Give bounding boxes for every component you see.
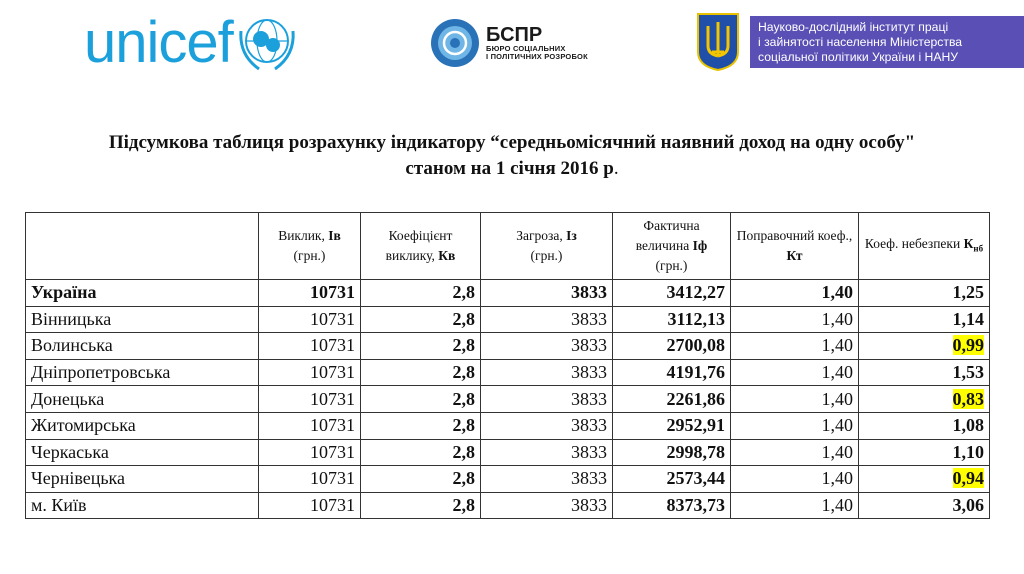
kt-cell-value: 1,40 <box>821 388 853 409</box>
iz-cell <box>481 359 613 386</box>
region-cell <box>26 439 259 466</box>
kt-cell-value: 1,40 <box>821 282 853 303</box>
if-cell-value: 8373,73 <box>666 495 725 516</box>
knb-cell-value: 1,14 <box>952 308 984 329</box>
kt-cell-value: 1,40 <box>821 362 853 383</box>
knb-cell-value: 1,53 <box>952 362 984 383</box>
kv-cell-value: 2,8 <box>452 441 475 462</box>
if-cell <box>613 306 731 333</box>
kt-cell <box>731 386 859 413</box>
header-iz <box>481 213 613 280</box>
region-cell <box>26 386 259 413</box>
kv-cell <box>361 333 481 360</box>
header-kv <box>361 213 481 280</box>
kt-cell-value: 1,40 <box>821 468 853 489</box>
iv-cell <box>259 359 361 386</box>
kv-cell <box>361 492 481 519</box>
iv-cell-value: 10731 <box>310 468 355 489</box>
iv-cell <box>259 492 361 519</box>
kv-cell-value: 2,8 <box>452 415 475 436</box>
iz-cell-value: 3833 <box>571 282 607 303</box>
if-cell <box>613 492 731 519</box>
kv-cell <box>361 280 481 307</box>
table-row <box>26 359 990 386</box>
table-header-row <box>26 213 990 280</box>
header-kv-symbol: Кв <box>438 248 456 263</box>
iv-cell <box>259 412 361 439</box>
bspr-subtitle-1: БЮРО СОЦІАЛЬНИХ <box>486 43 566 53</box>
if-cell <box>613 466 731 493</box>
knb-cell-value: 0,99 <box>952 335 984 356</box>
unicef-wordmark: unicef <box>84 10 233 75</box>
iz-cell-value: 3833 <box>571 468 607 489</box>
kv-cell-value: 2,8 <box>452 468 475 489</box>
kv-cell-value: 2,8 <box>452 495 475 516</box>
kt-cell-value: 1,40 <box>821 308 853 329</box>
kv-cell <box>361 386 481 413</box>
iv-cell-value: 10731 <box>310 495 355 516</box>
kt-cell <box>731 466 859 493</box>
if-cell-value: 3112,13 <box>667 308 725 329</box>
if-cell-value: 2700,08 <box>666 335 725 356</box>
title-line-1: Підсумкова таблиця розрахунку індикатору “середньомісячний наявний доход на одну особу" <box>108 132 916 153</box>
knb-cell <box>859 439 990 466</box>
iv-cell <box>259 439 361 466</box>
kv-cell-value: 2,8 <box>452 282 475 303</box>
kt-cell-value: 1,40 <box>821 495 853 516</box>
table-row <box>26 280 990 307</box>
header-if-label: Фактична величина <box>635 218 700 253</box>
if-cell <box>613 412 731 439</box>
iv-cell <box>259 466 361 493</box>
iv-cell-value: 10731 <box>310 441 355 462</box>
kv-cell <box>361 359 481 386</box>
if-cell <box>613 280 731 307</box>
if-cell-value: 4191,76 <box>666 362 725 383</box>
header-if <box>613 213 731 280</box>
if-cell-value: 2998,78 <box>666 441 725 462</box>
iz-cell <box>481 306 613 333</box>
title-line-2 <box>0 156 1024 182</box>
globe-icon <box>430 18 480 68</box>
kv-cell <box>361 466 481 493</box>
title-line-2-text: станом на 1 січня 2016 р <box>405 158 614 179</box>
kt-cell <box>731 333 859 360</box>
unicef-emblem-icon <box>235 11 299 75</box>
iz-cell-value: 3833 <box>571 441 607 462</box>
if-cell <box>613 386 731 413</box>
region-cell <box>26 306 259 333</box>
bspr-subtitle-2: І ПОЛІТИЧНИХ РОЗРОБОК <box>486 52 588 61</box>
knb-cell <box>859 333 990 360</box>
kt-cell-value: 1,40 <box>821 415 853 436</box>
region-cell <box>26 280 259 307</box>
institute-line-2: і зайнятості населення Міністерства <box>758 35 963 49</box>
knb-cell-value: 0,94 <box>952 468 984 489</box>
region-cell-value: Волинська <box>31 335 113 356</box>
if-cell-value: 2261,86 <box>666 388 725 409</box>
region-cell <box>26 412 259 439</box>
iz-cell <box>481 412 613 439</box>
iz-cell <box>481 439 613 466</box>
page-title <box>0 130 1024 182</box>
kt-cell <box>731 280 859 307</box>
if-cell-value: 2573,44 <box>666 468 725 489</box>
iv-cell-value: 10731 <box>310 282 355 303</box>
table-row <box>26 386 990 413</box>
header-iz-label: Загроза, <box>516 228 567 243</box>
iv-cell-value: 10731 <box>310 415 355 436</box>
iz-cell-value: 3833 <box>571 362 607 383</box>
knb-cell <box>859 492 990 519</box>
kv-cell-value: 2,8 <box>452 362 475 383</box>
iz-cell <box>481 386 613 413</box>
knb-cell-value: 1,08 <box>952 415 984 436</box>
knb-cell <box>859 359 990 386</box>
kt-cell-value: 1,40 <box>821 335 853 356</box>
knb-cell <box>859 280 990 307</box>
knb-cell <box>859 386 990 413</box>
header-iv-symbol: Ів <box>328 228 341 243</box>
iz-cell-value: 3833 <box>571 388 607 409</box>
title-line-2-end: . <box>613 158 619 179</box>
kt-cell <box>731 492 859 519</box>
kv-cell-value: 2,8 <box>452 308 475 329</box>
iv-cell <box>259 333 361 360</box>
header-kt-symbol: Кт <box>786 248 803 263</box>
header-knb-subscript: нб <box>973 243 984 254</box>
knb-cell <box>859 306 990 333</box>
knb-cell-value: 1,10 <box>952 441 984 462</box>
kt-cell <box>731 439 859 466</box>
kt-cell <box>731 412 859 439</box>
knb-cell-value: 1,25 <box>952 282 984 303</box>
iv-cell-value: 10731 <box>310 362 355 383</box>
header-iz-symbol: Із <box>566 228 577 243</box>
table-row <box>26 412 990 439</box>
knb-cell-value: 0,83 <box>952 388 984 409</box>
region-cell-value: Черкаська <box>31 441 109 462</box>
region-cell-value: Житомирська <box>31 415 136 436</box>
if-cell-value: 2952,91 <box>666 415 725 436</box>
kt-cell-value: 1,40 <box>821 441 853 462</box>
header-iz-unit: (грн.) <box>530 248 563 263</box>
institute-line-1: Науково-дослідний інститут праці <box>758 20 949 34</box>
region-cell <box>26 359 259 386</box>
iz-cell <box>481 280 613 307</box>
table-row <box>26 333 990 360</box>
region-cell-value: Чернівецька <box>31 468 126 489</box>
table-row <box>26 492 990 519</box>
iv-cell <box>259 280 361 307</box>
region-cell <box>26 492 259 519</box>
iz-cell-value: 3833 <box>571 335 607 356</box>
iz-cell-value: 3833 <box>571 308 607 329</box>
region-cell-value: Дніпропетровська <box>31 362 171 383</box>
region-cell-value: Україна <box>31 282 97 303</box>
bspr-title: БСПР <box>486 23 543 46</box>
header-knb <box>859 213 990 280</box>
if-cell <box>613 333 731 360</box>
table-row <box>26 466 990 493</box>
header-if-unit: (грн.) <box>655 258 688 273</box>
knb-cell-value: 3,06 <box>952 495 984 516</box>
kv-cell-value: 2,8 <box>452 335 475 356</box>
region-cell <box>26 333 259 360</box>
unicef-logo <box>84 8 299 78</box>
iv-cell <box>259 386 361 413</box>
header-knb-label: Коеф. небезпеки <box>864 235 964 251</box>
region-cell <box>26 466 259 493</box>
header-kt <box>731 213 859 280</box>
iz-cell <box>481 333 613 360</box>
iv-cell <box>259 306 361 333</box>
institute-name <box>750 16 1024 68</box>
header-iv <box>259 213 361 280</box>
bspr-logo <box>430 18 588 68</box>
knb-cell <box>859 466 990 493</box>
institute-logo <box>696 12 1024 72</box>
region-cell-value: м. Київ <box>31 495 87 516</box>
header-iv-label: Виклик, <box>278 228 329 243</box>
header-knb-symbol: К <box>963 235 974 251</box>
iv-cell-value: 10731 <box>310 388 355 409</box>
kv-cell <box>361 412 481 439</box>
header-kv-label: Коефіцієнт виклику, <box>385 228 453 263</box>
iv-cell-value: 10731 <box>310 308 355 329</box>
iv-cell-value: 10731 <box>310 335 355 356</box>
kt-cell <box>731 306 859 333</box>
region-cell-value: Вінницька <box>31 308 112 329</box>
kv-cell <box>361 439 481 466</box>
iz-cell-value: 3833 <box>571 415 607 436</box>
header-iv-unit: (грн.) <box>293 248 326 263</box>
header-if-symbol: Іф <box>692 238 708 253</box>
table-row <box>26 439 990 466</box>
if-cell <box>613 439 731 466</box>
trident-shield-icon <box>696 12 740 72</box>
kt-cell <box>731 359 859 386</box>
iz-cell <box>481 466 613 493</box>
region-cell-value: Донецька <box>31 388 105 409</box>
if-cell-value: 3412,27 <box>666 282 725 303</box>
kv-cell <box>361 306 481 333</box>
table-row <box>26 306 990 333</box>
header-kt-label: Поправочний коеф., <box>736 228 853 243</box>
iz-cell <box>481 492 613 519</box>
iz-cell-value: 3833 <box>571 495 607 516</box>
institute-line-3: соціальної політики України і НАНУ <box>758 50 959 64</box>
if-cell <box>613 359 731 386</box>
kv-cell-value: 2,8 <box>452 388 475 409</box>
indicator-table <box>25 212 990 519</box>
knb-cell <box>859 412 990 439</box>
header-region <box>26 213 259 280</box>
